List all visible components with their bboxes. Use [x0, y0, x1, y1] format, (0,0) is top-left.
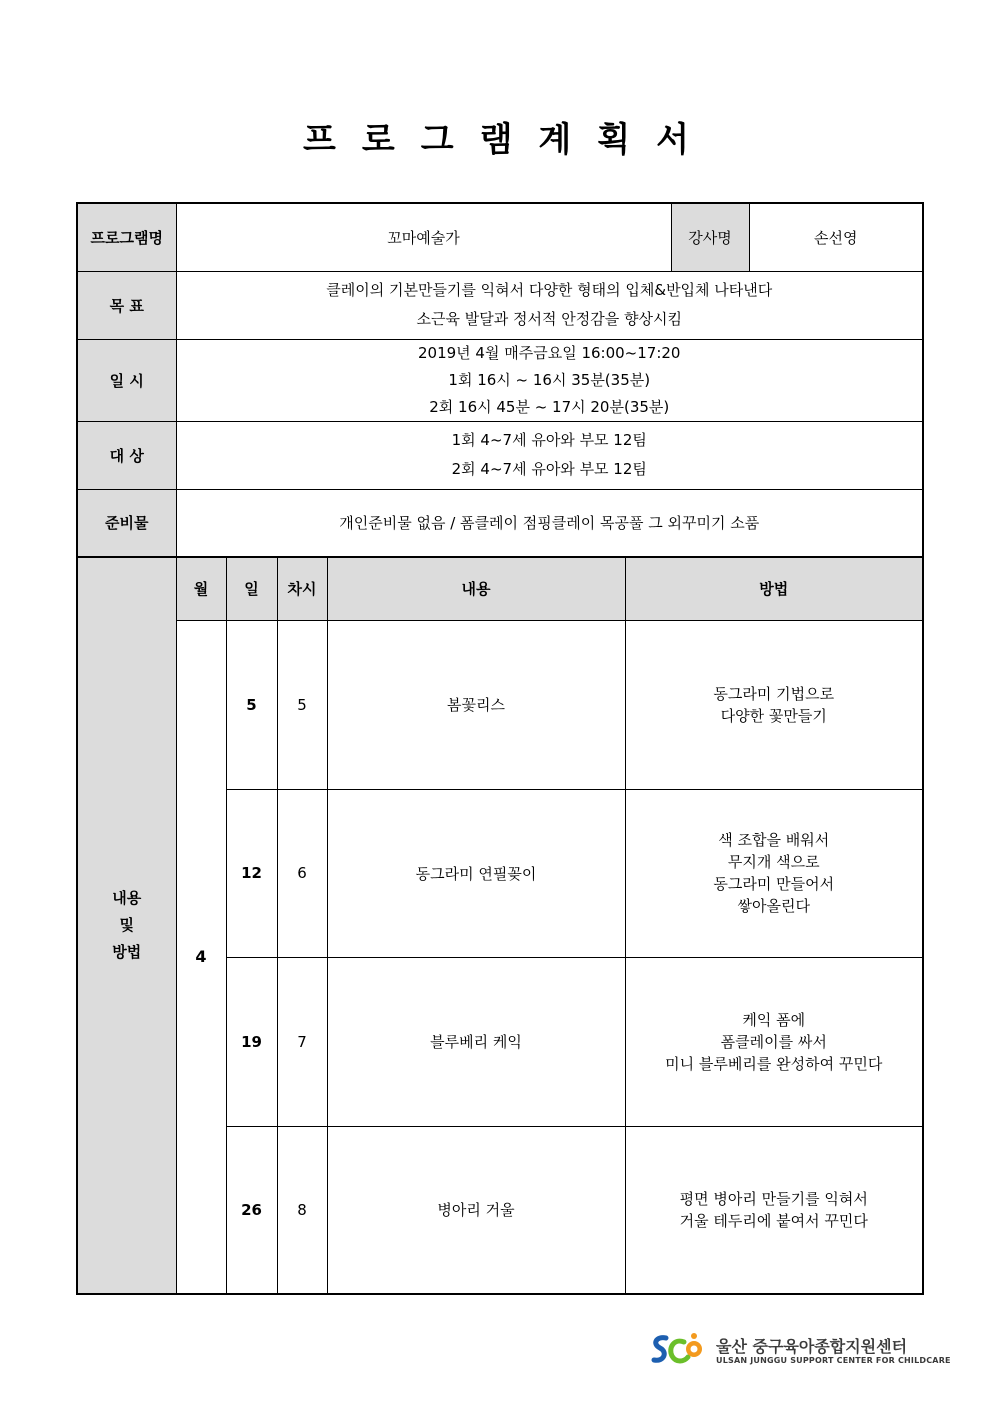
- target-label: 대 상: [77, 421, 176, 489]
- content-cell: 봄꽃리스: [327, 620, 625, 789]
- col-session: 차시: [277, 557, 327, 620]
- method-cell: [625, 957, 923, 1126]
- content-cell: 병아리 거울: [327, 1126, 625, 1294]
- day-cell: 26: [226, 1126, 277, 1294]
- target-line: 2회 4~7세 유아와 부모 12팀: [451, 460, 647, 478]
- schedule-side-label: [77, 557, 176, 1294]
- program-label: 프로그램명: [77, 203, 176, 271]
- document-title: 프로그램계획서: [303, 120, 715, 160]
- materials-label: 준비물: [77, 489, 176, 557]
- materials-row: [77, 489, 923, 557]
- side-label-line: 및: [119, 916, 134, 934]
- col-month: 월: [176, 557, 226, 620]
- session-cell: 6: [277, 789, 327, 957]
- method-line: 동그라미 만들어서: [713, 875, 835, 893]
- date-line: 1회 16시 ~ 16시 35분(35분): [448, 370, 651, 389]
- method-cell: [625, 789, 923, 957]
- center-name: 울산 중구육아종합지원센터: [716, 1337, 908, 1356]
- materials-value: 개인준비물 없음 / 폼클레이 점핑클레이 목공풀 그 외꾸미기 소품: [176, 489, 923, 557]
- method-cell: [625, 620, 923, 789]
- day-cell: 19: [226, 957, 277, 1126]
- instructor-name: 손선영: [749, 203, 923, 271]
- day-cell: 5: [226, 620, 277, 789]
- program-name: 꼬마예술가: [176, 203, 671, 271]
- session-cell: 8: [277, 1126, 327, 1294]
- method-line: 색 조합을 배워서: [718, 831, 830, 849]
- program-info-table: [76, 202, 924, 558]
- method-line: 거울 테두리에 붙여서 꾸민다: [679, 1211, 868, 1230]
- session-cell: 5: [277, 620, 327, 789]
- method-cell: [625, 1126, 923, 1294]
- center-name-en: ULSAN JUNGGU SUPPORT CENTER FOR CHILDCARE: [716, 1356, 951, 1365]
- date-line: 2019년 4월 매주금요일 16:00~17:20: [418, 343, 681, 362]
- method-line: 무지개 색으로: [727, 853, 820, 871]
- content-cell: 동그라미 연필꽂이: [327, 789, 625, 957]
- center-logo-icon: [650, 1330, 710, 1370]
- method-line: 다양한 꽃만들기: [720, 706, 827, 725]
- col-day: 일: [226, 557, 277, 620]
- method-line: 평면 병아리 만들기를 익혀서: [679, 1189, 868, 1208]
- day-cell: 12: [226, 789, 277, 957]
- target-row: [77, 421, 923, 489]
- schedule-row: [77, 620, 923, 789]
- date-row: [77, 339, 923, 421]
- goal-label: 목 표: [77, 271, 176, 339]
- date-value: [176, 339, 923, 421]
- side-label-line: 내용: [112, 889, 142, 907]
- goal-row: [77, 271, 923, 339]
- target-value: [176, 421, 923, 489]
- center-logo: [650, 1330, 951, 1370]
- month-cell: 4: [176, 620, 226, 1294]
- method-line: 동그라미 기법으로: [713, 684, 835, 703]
- date-label: 일 시: [77, 339, 176, 421]
- method-line: 쌓아올린다: [737, 897, 810, 915]
- instructor-label: 강사명: [671, 203, 749, 271]
- side-label-line: 방법: [112, 943, 142, 961]
- schedule-header-row: [77, 557, 923, 620]
- session-cell: 7: [277, 957, 327, 1126]
- method-line: 미니 블루베리를 완성하여 꾸민다: [665, 1054, 883, 1073]
- col-method: 방법: [625, 557, 923, 620]
- goal-line: 소근육 발달과 정서적 안정감을 향상시킴: [416, 310, 682, 328]
- target-line: 1회 4~7세 유아와 부모 12팀: [451, 431, 647, 449]
- date-line: 2회 16시 45분 ~ 17시 20분(35분): [429, 397, 670, 416]
- goal-line: 클레이의 기본만들기를 익혀서 다양한 형태의 입체&반입체 나타낸다: [326, 281, 773, 299]
- method-line: 폼클레이를 싸서: [720, 1032, 827, 1051]
- schedule-table: [76, 556, 924, 1295]
- program-row: [77, 203, 923, 271]
- content-cell: 블루베리 케익: [327, 957, 625, 1126]
- goal-value: [176, 271, 923, 339]
- method-line: 케익 폼에: [742, 1010, 806, 1029]
- col-content: 내용: [327, 557, 625, 620]
